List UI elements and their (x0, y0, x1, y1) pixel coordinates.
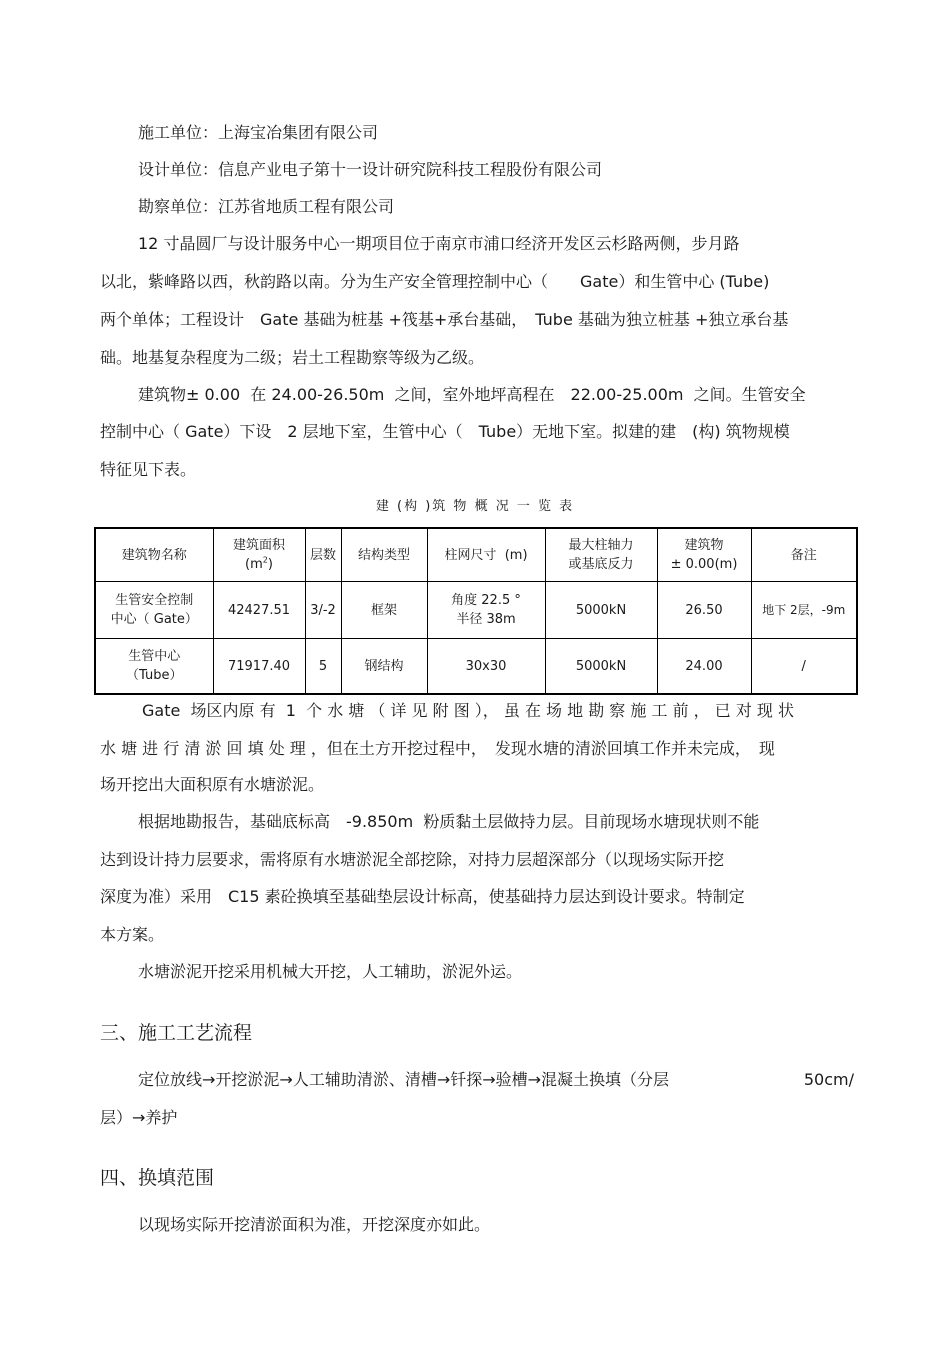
design-unit: 设计单位：信息产业电子第十一设计研究院科技工程股份有限公司 (138, 160, 603, 179)
section-heading-4: 四、换填范围 (100, 1167, 215, 1189)
header-floors: 层数 (305, 528, 341, 582)
overview-line-2: 以北，紫峰路以西，秋韵路以南。分为生产安全管理控制中心（ Gate）和生管中心 (Tube) (100, 272, 770, 291)
header-name: 建筑物名称 (95, 528, 213, 582)
process-flow-line-2: 层）→养护 (100, 1108, 178, 1127)
pond-line-4: 根据地勘报告，基础底标高 -9.850m 粉质黏土层做持力层。目前现场水塘现状则不能 (138, 812, 760, 831)
header-area: 建筑面积 $(m^2)$ (213, 528, 305, 582)
cell-area: 42427.51 (213, 582, 305, 639)
cell-grid: 角度 22.5 ° 半径 38m (427, 582, 545, 639)
construction-unit: 施工单位：上海宝冶集团有限公司 (138, 123, 379, 142)
survey-unit: 勘察单位：江苏省地质工程有限公司 (138, 197, 395, 216)
header-structure: 结构类型 (341, 528, 427, 582)
process-flow-line-1 (138, 1070, 854, 1090)
table-header-row (95, 528, 857, 582)
pond-line-6: 深度为准）采用 C15 素砼换填至基础垫层设计标高，使基础持力层达到设计要求。特制定 (100, 887, 745, 906)
header-elevation: 建筑物 ± 0.00(m) (657, 528, 751, 582)
overview-line-4: 础。地基复杂程度为二级；岩土工程勘察等级为乙级。 (100, 348, 485, 367)
header-grid: 柱网尺寸 (m) (427, 528, 545, 582)
pond-line-2: 水 塘 进 行 清 淤 回 填 处 理 ，但在土方开挖过程中， 发现水塘的清淤回填工作并未完成， 现 (100, 739, 775, 758)
overview-line-3: 两个单体；工程设计 Gate 基础为桩基 +筏基+承台基础， Tube 基础为独立桩基 +独立承台基 (100, 310, 789, 329)
pond-line-7: 本方案。 (100, 925, 165, 944)
cell-floors: 3/-2 (305, 582, 341, 639)
pond-line-1: Gate 场区内原 有 1 个 水 塘 （ 详 见 附 图 ）， 虽 在 场 地 勘 察 施 工 前 ， 已 对 现 状 (142, 701, 794, 720)
cell-structure: 框架 (341, 582, 427, 639)
overview-line-1: 12 寸晶圆厂与设计服务中心一期项目位于南京市浦口经济开发区云杉路两侧，步月路 (138, 234, 740, 253)
cell-force: 5000kN (545, 582, 657, 639)
header-force: 最大柱轴力 或基底反力 (545, 528, 657, 582)
overview-line-6: 控制中心（ Gate）下设 2 层地下室，生管中心（ Tube）无地下室。拟建的建 (构) 筑物规模 (100, 422, 790, 441)
overview-line-7: 特征见下表。 (100, 460, 197, 479)
table-row (95, 639, 857, 695)
pond-line-3: 场开挖出大面积原有水塘淤泥。 (100, 775, 325, 794)
cell-note: / (751, 639, 857, 695)
section-heading-3: 三、施工工艺流程 (100, 1022, 253, 1044)
cell-name: 生管中心 （Tube） (95, 639, 213, 695)
cell-name: 生管安全控制 中心（ Gate） (95, 582, 213, 639)
cell-note: 地下 2层，-9m (751, 582, 857, 639)
process-flow-text: 定位放线→开挖淤泥→人工辅助清淤、清槽→钎探→验槽→混凝土换填（分层 (138, 1070, 670, 1089)
pond-line-8: 水塘淤泥开挖采用机械大开挖，人工辅助，淤泥外运。 (138, 962, 523, 981)
cell-grid: 30x30 (427, 639, 545, 695)
cell-structure: 钢结构 (341, 639, 427, 695)
cell-elevation: 26.50 (657, 582, 751, 639)
table-row (95, 582, 857, 639)
cell-force: 5000kN (545, 639, 657, 695)
cell-floors: 5 (305, 639, 341, 695)
overview-line-5: 建筑物± 0.00 在 24.00-26.50m 之间，室外地坪高程在 22.00-25.00m 之间。生管安全 (138, 385, 806, 404)
table-caption: 建 (构 )筑 物 概 况 一 览 表 (375, 499, 575, 514)
cell-area: 71917.40 (213, 639, 305, 695)
pond-line-5: 达到设计持力层要求，需将原有水塘淤泥全部挖除，对持力层超深部分（以现场实际开挖 (100, 850, 725, 869)
building-overview-table (94, 527, 858, 695)
replacement-scope-text: 以现场实际开挖清淤面积为准，开挖深度亦如此。 (138, 1215, 491, 1234)
process-flow-layer: 50cm/ (803, 1070, 854, 1089)
header-note: 备注 (751, 528, 857, 582)
cell-elevation: 24.00 (657, 639, 751, 695)
